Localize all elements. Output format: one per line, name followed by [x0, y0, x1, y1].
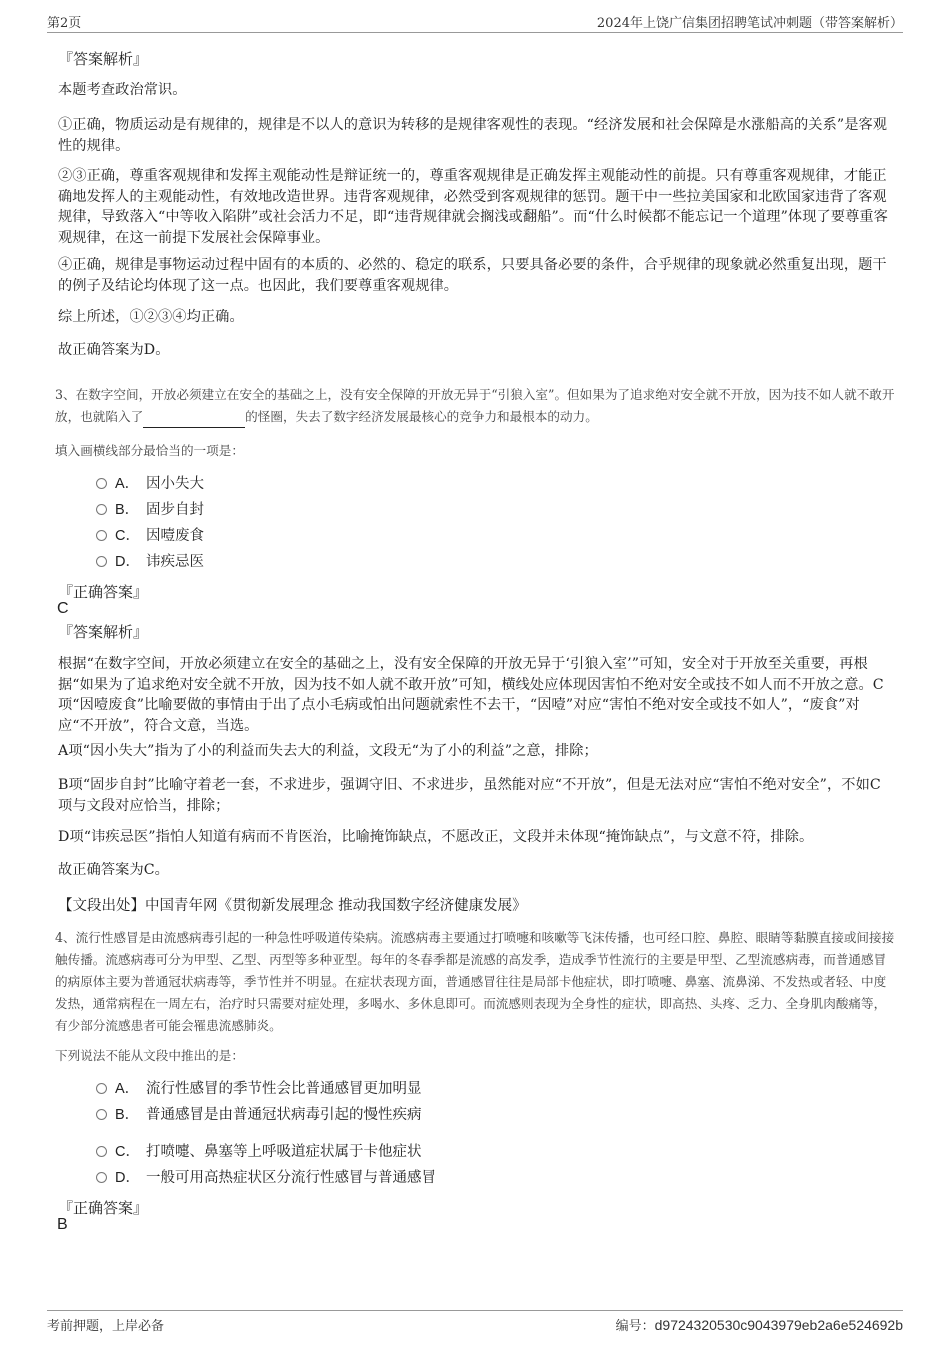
radio-icon[interactable]	[96, 478, 107, 489]
q4-option-d[interactable]	[96, 1167, 436, 1189]
option-letter: B．	[115, 502, 140, 518]
radio-icon[interactable]	[96, 504, 107, 515]
q3-answer: C	[57, 600, 69, 617]
page-number: 第2页	[47, 16, 82, 31]
option-text: 打喷嚏、鼻塞等上呼吸道症状属于卡他症状	[146, 1144, 422, 1160]
q4-option-a[interactable]	[96, 1078, 422, 1100]
q3-stem-part2: 的怪圈，失去了数字经济发展最核心的竞争力和最根本的动力。	[245, 409, 598, 424]
radio-icon[interactable]	[96, 1083, 107, 1094]
q2-analysis-para: 本题考查政治常识。	[58, 82, 187, 98]
q4-stem: 4、流行性感冒是由流感病毒引起的一种急性呼吸道传染病。流感病毒主要通过打喷嚏和咳嗽等飞沫传播，也可经口腔、鼻腔、眼睛等黏膜直接或间接接触传播。流感病毒可分为甲型、乙型、丙型等多种亚型。每年的冬春季都是流感的高发季，造成季节性流行的主要是甲型、乙型流感病毒，而普通感冒的病原体主要为普通冠状病毒等，季节性并不明显。在症状表现方面，普通感冒往往是局部卡他症状，即打喷嚏、鼻塞、流鼻涕、不发热或者轻、中度发热，通常病程在一周左右，治疗时只需要对症处理，多喝水、多休息即可。而流感则表现为全身性的症状，即高热、头疼、乏力、全身肌肉酸痛等，有少部分流感患者可能会罹患流感肺炎。	[55, 930, 895, 1033]
radio-icon[interactable]	[96, 1109, 107, 1120]
q3-option-a[interactable]	[96, 473, 204, 495]
option-letter: A．	[115, 476, 140, 492]
option-letter: D．	[115, 554, 140, 570]
q3-stem-part1: 3、在数字空间，开放必须建立在安全的基础之上，没有安全保障的开放无异于“引狼入室”。但如果为了追求绝对安全就不开放，因为技不如人就不敢开放，也就陷入了	[55, 387, 895, 424]
option-text: 固步自封	[146, 502, 204, 518]
footer-slogan: 考前押题，上岸必备	[47, 1319, 165, 1334]
q3-prompt: 填入画横线部分最恰当的一项是：	[55, 443, 244, 458]
radio-icon[interactable]	[96, 1146, 107, 1157]
document-code	[616, 1315, 903, 1334]
q2-analysis-para: ①正确，物质运动是有规律的，规律是不以人的意识为转移的是规律客观性的表现。“经济发展和社会保障是水涨船高的关系”是客观性的规律。	[58, 117, 888, 154]
q2-analysis-tag: 『答案解析』	[58, 50, 149, 68]
q3-answer-tag: 『正确答案』	[58, 583, 149, 601]
option-text: 因小失大	[146, 476, 204, 492]
q3-analysis-para: B项“固步自封”比喻守着老一套，不求进步，强调守旧、不求进步，虽然能对应“不开放”，但是无法对应“害怕不绝对安全”，不如C项与文段对应恰当，排除；	[58, 777, 881, 814]
page-header	[47, 12, 903, 33]
q4-answer-tag: 『正确答案』	[58, 1199, 149, 1217]
q3-source: 【文段出处】中国青年网《贯彻新发展理念 推动我国数字经济健康发展》	[58, 898, 527, 914]
document-title: 2024年上饶广信集团招聘笔试冲刺题（带答案解析）	[596, 16, 903, 31]
q2-analysis-para: ②③正确，尊重客观规律和发挥主观能动性是辩证统一的，尊重客观规律是正确发挥主观能动性的前提。只有尊重客观规律，才能正确地发挥人的主观能动性，有效地改造世界。违背客观规律，必然受到客观规律的惩罚。题干中一些拉美国家和北欧国家违背了客观规律，导致落入“中等收入陷阱”或社会活力不足，即“违背规律就会搁浅或翻船”。而“什么时候都不能忘记一个道理”体现了要尊重客观规律，在这一前提下发展社会保障事业。	[58, 168, 888, 246]
option-text: 普通感冒是由普通冠状病毒引起的慢性疾病	[146, 1107, 422, 1123]
q4-option-b[interactable]	[96, 1104, 422, 1126]
code-label: 编号：	[615, 1319, 655, 1334]
q2-final-answer: 故正确答案为D。	[58, 342, 170, 358]
q3-option-c[interactable]	[96, 525, 204, 547]
q3-blank-line	[143, 413, 245, 428]
option-letter: C．	[115, 1144, 140, 1160]
option-letter: C．	[115, 528, 140, 544]
q4-prompt: 下列说法不能从文段中推出的是：	[55, 1048, 244, 1063]
q3-stem	[55, 384, 895, 428]
option-letter: A．	[115, 1081, 140, 1097]
option-text: 流行性感冒的季节性会比普通感冒更加明显	[146, 1081, 422, 1097]
radio-icon[interactable]	[96, 530, 107, 541]
option-letter: B．	[115, 1107, 140, 1123]
code-value: d9724320530c9043979eb2a6e524692b	[654, 1317, 903, 1333]
q2-analysis-para: ④正确，规律是事物运动过程中固有的本质的、必然的、稳定的联系，只要具备必要的条件，合乎规律的现象就必然重复出现，题干的例子及结论均体现了这一点。也因此，我们要尊重客观规律。	[58, 257, 887, 294]
q3-final-answer: 故正确答案为C。	[58, 862, 169, 878]
q3-analysis-para: A项“因小失大”指为了小的利益而失去大的利益，文段无“为了小的利益”之意，排除；	[58, 743, 598, 759]
q2-analysis-para: 综上所述，①②③④均正确。	[58, 309, 244, 325]
option-text: 因噎废食	[146, 528, 204, 544]
page-footer	[47, 1310, 903, 1335]
q3-option-b[interactable]	[96, 499, 204, 521]
q4-answer: B	[57, 1216, 68, 1233]
radio-icon[interactable]	[96, 556, 107, 567]
option-text: 讳疾忌医	[146, 554, 204, 570]
radio-icon[interactable]	[96, 1172, 107, 1183]
q3-analysis-para: D项“讳疾忌医”指怕人知道有病而不肯医治，比喻掩饰缺点，不愿改正，文段并未体现“掩饰缺点”，与文意不符，排除。	[58, 829, 814, 845]
q4-option-c[interactable]	[96, 1141, 422, 1163]
q3-analysis-tag: 『答案解析』	[58, 623, 149, 641]
option-text: 一般可用高热症状区分流行性感冒与普通感冒	[146, 1170, 436, 1186]
q3-analysis-para: 根据“在数字空间，开放必须建立在安全的基础之上，没有安全保障的开放无异于‘引狼入室’”可知，安全对于开放至关重要，再根据“如果为了追求绝对安全就不开放，因为技不如人就不敢开放”可知，横线处应体现因害怕不绝对安全或技不如人而不开放之意。C项“因噎废食”比喻要做的事情由于出了点小毛病或怕出问题就索性不去干，“因噎”对应“害怕不绝对安全或技不如人”，“废食”对应“不开放”，符合文意，当选。	[58, 656, 884, 734]
q3-option-d[interactable]	[96, 551, 204, 573]
option-letter: D．	[115, 1170, 140, 1186]
